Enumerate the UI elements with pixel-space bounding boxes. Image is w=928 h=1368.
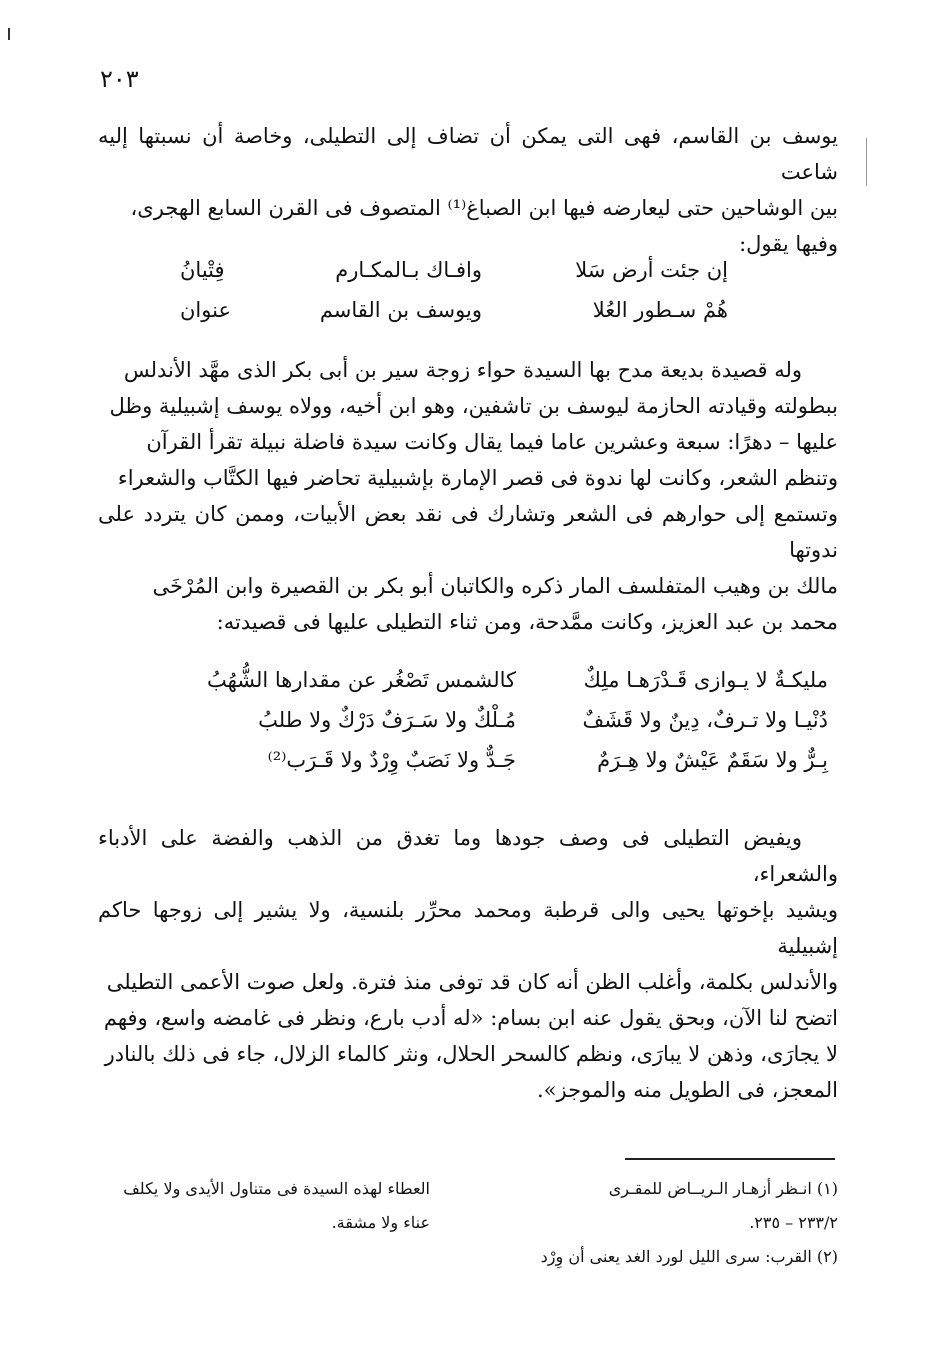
verse-row — [108, 700, 828, 740]
verse-second-hemistich: كالشمس تَصْغُر عن مقدارها الشُّهُبُ — [206, 668, 516, 692]
verse-first-hemistich: هُمْ سـطور العُلا — [592, 298, 728, 322]
verse-row — [180, 250, 728, 290]
paragraph-line: ويفيض التطيلى فى وصف جودها وما تغدق من الذهب والفضة على الأدباء والشعراء، — [98, 826, 838, 886]
paragraph-line: يوسف بن القاسم، فهى التى يمكن أن تضاف إلى التطيلى، وخاصة أن نسبتها إليه شاعت — [98, 124, 838, 184]
paragraph-line: محمد بن عبد العزيز، وكانت ممَّدحة، ومن ثناء التطيلى عليها فى قصيدته: — [216, 610, 838, 634]
footnote-line: (٢) القرب: سرى الليل لورد الغد يعنى أن وِرْد — [540, 1247, 838, 1266]
footnote-divider — [625, 1158, 835, 1160]
footnote-line: العطاء لهذه السيدة فى متناول الأيدى ولا يكلف — [123, 1179, 430, 1198]
paragraph-line: وتستمع إلى حوارهم فى الشعر وتشارك فى نقد بعض الأبيات، وممن كان يتردد على ندوتها — [98, 502, 838, 562]
verse-block-1 — [180, 250, 728, 330]
paragraph-line: عليها – دهرًا: سبعة وعشرين عاما فيما يقال وكانت سيدة فاضلة نبيلة تقرأ القرآن — [146, 430, 838, 454]
margin-mark — [866, 138, 867, 186]
paragraph-line: اتضح لنا الآن، وبحق يقول عنه ابن بسام: «له أدب بارع، ونظر فى غامضه واسع، وفهم — [103, 1006, 838, 1030]
paragraph-line: مالك بن وهيب المتفلسف المار ذكره والكاتبان أبو بكر بن القصيرة وابن المُرْخَى — [152, 574, 838, 598]
paragraph-line: المعجز، فى الطويل منه والموجز». — [536, 1078, 838, 1102]
scan-edge-mark — [8, 28, 10, 40]
verse-first-hemistich: دُنْيـا ولا تـرفٌ، دِينٌ ولا قَشَفٌ — [582, 708, 828, 732]
verse-second-hemistich: ويوسف بن القاسم — [319, 298, 482, 322]
verse-second-hemistich: وافـاك بـالمكـارم — [335, 258, 482, 282]
footnote-line: (١) انـظر أزهـار الـريــاض للمقـرى — [608, 1179, 838, 1198]
paragraph-line: وفيها يقول: — [739, 232, 838, 256]
page-number: ٢٠٣ — [100, 65, 139, 93]
verse-second-hemistich: مُـلْكٌ ولا سَـرَفٌ دَرْكٌ ولا طلبُ — [258, 708, 516, 732]
paragraph-line: ببطولته وقيادته الحازمة ليوسف بن تاشفين، وهو ابن أخيه، وولاه يوسف إشبيلية وظل — [109, 394, 838, 418]
verse-row — [108, 740, 828, 780]
verse-first-hemistich: مليكـةٌ لا يـوازى قَـدْرَهـا ملِكٌ — [583, 668, 828, 692]
footnotes-column-right — [470, 1172, 838, 1274]
verse-row — [180, 290, 728, 330]
verse-block-2 — [108, 660, 828, 780]
verse-first-hemistich: إن جئت أرض سَلا — [575, 258, 728, 282]
verse-first-hemistich: بِـرٌّ ولا سَقَمٌ عَيْشٌ ولا هِـرَمٌ — [597, 748, 828, 772]
footnote-line: ٢٣٣/٢ – ٢٣٥. — [749, 1213, 838, 1232]
footnote-line: عناء ولا مشقة. — [331, 1213, 430, 1232]
verse-second-hemistich: جَـدٌّ ولا نَصَبٌ وِرْدٌ ولا قَـرَب⁽²⁾ — [267, 748, 516, 772]
paragraph-line: والأندلس بكلمة، وأغلب الظن أنه كان قد توفى منذ فترة. ولعل صوت الأعمى التطيلى — [106, 970, 838, 994]
paragraph-1 — [98, 118, 838, 262]
paragraph-3 — [98, 820, 838, 1108]
verse-end-word: فِتْيانُ — [180, 258, 225, 282]
footnotes-column-left — [100, 1172, 430, 1240]
verse-row — [108, 660, 828, 700]
paragraph-line: لا يجارَى، وذهن لا يبارَى، ونظم كالسحر الحلال، ونثر كالماء الزلال، جاء فى ذلك بالنادر — [104, 1042, 838, 1066]
paragraph-2 — [98, 352, 838, 640]
paragraph-line: بين الوشاحين حتى ليعارضه فيها ابن الصباغ⁽¹⁾ المتصوف فى القرن السابع الهجرى، — [130, 196, 838, 220]
paragraph-line: وله قصيدة بديعة مدح بها السيدة حواء زوجة سير بن أبى بكر الذى مهَّد الأندلس — [123, 358, 802, 382]
paragraph-line: ويشيد بإخوتها يحيى والى قرطبة ومحمد محرِّر بلنسية، ولا يشير إلى زوجها حاكم إشبيلية — [98, 898, 838, 958]
verse-end-word: عنوان — [180, 298, 231, 322]
paragraph-line: وتنظم الشعر، وكانت لها ندوة فى قصر الإمارة بإشبيلية تحاضر فيها الكتَّاب والشعراء — [117, 466, 838, 490]
